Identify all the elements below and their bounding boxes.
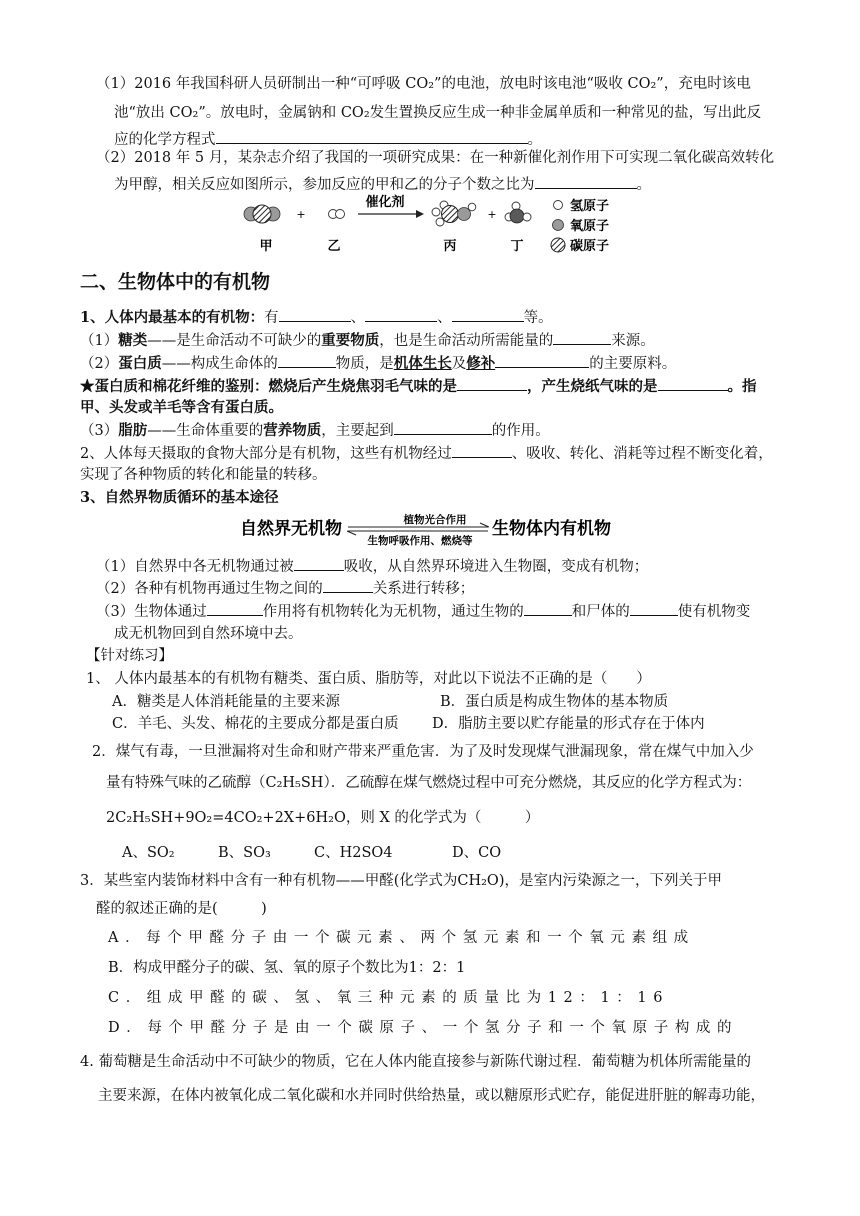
text: 有 bbox=[264, 310, 279, 326]
practice-q2-line1 bbox=[92, 742, 754, 762]
text: D、CO bbox=[452, 845, 502, 861]
text: C．组成甲醛的碳、氢、氧三种元素的质量比为12：1：16 bbox=[108, 990, 670, 1006]
text: 的主要原料。 bbox=[589, 356, 677, 372]
text: 的作用。 bbox=[491, 423, 550, 439]
text: 主要来源，在体内被氧化成二氧化碳和水并同时供给热量，或以糖原形式贮存，能促进肝脏的解毒功能， bbox=[98, 1088, 765, 1104]
text: 糖类 bbox=[118, 332, 148, 349]
section2-p4b bbox=[80, 398, 283, 418]
text: 作用将有机物转化为无机物，通过生物的 bbox=[262, 604, 524, 620]
label-bing: 丙 bbox=[443, 239, 457, 254]
section2-p2 bbox=[80, 330, 655, 351]
text: 3．某些室内装饰材料中含有一种有机物——甲醛(化学式为CH₂O)，是室内污染源之一，下列关于甲 bbox=[80, 873, 722, 889]
practice-q1-option-a[interactable] bbox=[112, 692, 340, 712]
section2-p6a bbox=[80, 443, 773, 464]
text: ，主要起到 bbox=[321, 423, 394, 439]
cycle-bottom-label: 生物呼吸作用、燃烧等 bbox=[367, 535, 473, 547]
answer-blank[interactable] bbox=[658, 376, 728, 391]
carbon-atom-icon bbox=[551, 238, 565, 252]
practice-q2-option-d[interactable] bbox=[452, 843, 501, 863]
intro-q1-line2 bbox=[114, 103, 761, 123]
text: 重要物质 bbox=[321, 332, 380, 349]
text: B．蛋白质是构成生物体的基本物质 bbox=[440, 694, 669, 710]
practice-q1-option-d[interactable] bbox=[432, 714, 705, 734]
practice-q4-line1 bbox=[80, 1052, 751, 1072]
molecule-ding-icon bbox=[505, 202, 531, 223]
text: 【针对练习】 bbox=[86, 648, 173, 664]
section2-p6b bbox=[80, 465, 327, 485]
text: 2．煤气有毒，一旦泄漏将对生命和财产带来严重危害．为了及时发现煤气泄漏现象，常在煤气中加入少 bbox=[92, 744, 754, 760]
reaction-diagram bbox=[238, 192, 648, 258]
legend-oxygen: 氧原子 bbox=[570, 219, 610, 234]
practice-q2-option-b[interactable] bbox=[218, 843, 271, 863]
text: 修补 bbox=[466, 355, 496, 372]
answer-blank[interactable] bbox=[279, 307, 351, 322]
text: （2） bbox=[80, 356, 119, 372]
practice-q1-stem bbox=[86, 669, 651, 689]
text: B．构成甲醛分子的碳、氢、氧的原子个数比为1：2：1 bbox=[108, 960, 466, 976]
text: 。 bbox=[527, 132, 542, 148]
text: 、吸收、转化、消耗等过程不断变化着， bbox=[511, 446, 773, 462]
answer-blank[interactable] bbox=[535, 174, 637, 189]
practice-q3-line1 bbox=[80, 871, 722, 891]
text: 4. 葡萄糖是生命活动中不可缺少的物质，它在人体内能直接参与新陈代谢过程．葡萄糖为机体所需能量的 bbox=[80, 1054, 751, 1070]
text: ，也是生命活动所需能量的 bbox=[379, 333, 554, 349]
text: 吸收，从自然界环境进入生物圈，变成有机物； bbox=[343, 559, 649, 575]
text: 和尸体的 bbox=[571, 604, 630, 620]
text: 。指 bbox=[727, 378, 757, 395]
legend-carbon: 碳原子 bbox=[570, 239, 610, 254]
label-yi: 乙 bbox=[327, 239, 341, 254]
practice-q3-option-b[interactable] bbox=[108, 958, 465, 978]
answer-blank[interactable] bbox=[216, 129, 528, 144]
text: A．每个甲醛分子由一个碳元素、两个氢元素和一个氧元素组成 bbox=[108, 930, 695, 946]
practice-q4-line2 bbox=[98, 1086, 765, 1106]
text: 脂肪 bbox=[118, 422, 148, 439]
answer-blank[interactable] bbox=[365, 307, 437, 322]
answer-blank[interactable] bbox=[323, 578, 373, 593]
answer-blank[interactable] bbox=[452, 307, 524, 322]
text: 二、生物体中的有机物 bbox=[80, 271, 271, 293]
text: 等。 bbox=[523, 310, 553, 326]
practice-q3-option-a[interactable] bbox=[108, 928, 695, 948]
answer-blank[interactable] bbox=[495, 353, 589, 368]
text: 应的化学方程式 bbox=[114, 132, 216, 148]
practice-q1-option-c[interactable] bbox=[112, 714, 399, 734]
text: 量有特殊气味的乙硫醇（C₂H₅SH）．乙硫醇在煤气燃烧过程中可充分燃烧，其反应的化学方程式为： bbox=[106, 775, 752, 791]
text: 实现了各种物质的转化和能量的转移。 bbox=[80, 467, 327, 483]
text: A、SO₂ bbox=[122, 845, 175, 861]
practice-q3-option-d[interactable] bbox=[108, 1018, 738, 1038]
answer-blank[interactable] bbox=[630, 601, 678, 616]
text: 甲、头发或羊毛等含有蛋白质。 bbox=[80, 399, 283, 416]
intro-q1-line3 bbox=[114, 129, 542, 150]
answer-blank[interactable] bbox=[457, 376, 527, 391]
section2-p7 bbox=[80, 488, 279, 508]
practice-q2-option-c[interactable] bbox=[314, 843, 393, 863]
text: （2）2018 年 5 月，某杂志介绍了我国的一项研究成果：在一种新催化剂作用下可实现二氧化碳高效转化 bbox=[96, 150, 775, 166]
text: 蛋白质 bbox=[118, 355, 162, 372]
text: 3、自然界物质循环的基本途径 bbox=[80, 489, 279, 506]
text: 1、人体内最基本的有机物： bbox=[80, 309, 265, 326]
cycle-right: 生物体内有机物 bbox=[492, 519, 611, 539]
text: （1） bbox=[80, 333, 119, 349]
legend-hydrogen: 氢原子 bbox=[570, 199, 610, 214]
text: 、 bbox=[350, 310, 366, 326]
plus-sign: + bbox=[487, 208, 497, 221]
text: 机体生长 bbox=[393, 355, 452, 372]
plus-sign: + bbox=[296, 208, 306, 221]
section2-p5 bbox=[80, 420, 550, 441]
legend bbox=[551, 198, 609, 254]
text: 关系进行转移； bbox=[372, 581, 475, 597]
practice-q3-line2 bbox=[96, 899, 267, 919]
text: （1）2016 年我国科研人员研制出一种“可呼吸 CO₂”的电池，放电时该电池“吸收 CO₂”，充电时该电 bbox=[96, 76, 751, 92]
section2-p3 bbox=[80, 353, 676, 374]
text: 、 bbox=[437, 310, 452, 326]
practice-q2-line3 bbox=[106, 808, 539, 828]
text: （1）自然界中各无机物通过被 bbox=[96, 559, 294, 575]
text: ★蛋白质和棉花纤维的鉴别：燃烧后产生烧焦羽毛气味的是 bbox=[80, 378, 457, 395]
answer-blank[interactable] bbox=[553, 330, 611, 345]
text: 及 bbox=[451, 356, 467, 372]
answer-blank[interactable] bbox=[394, 420, 492, 435]
cycle-item-3a bbox=[96, 601, 750, 622]
molecule-jia-icon bbox=[244, 205, 280, 223]
cycle-item-3b bbox=[114, 624, 303, 644]
text: D．脂肪主要以贮存能量的形式存在于体内 bbox=[432, 716, 705, 732]
matter-cycle-diagram bbox=[240, 508, 620, 548]
answer-blank[interactable] bbox=[524, 601, 572, 616]
answer-blank[interactable] bbox=[207, 601, 263, 616]
label-ding: 丁 bbox=[510, 239, 524, 254]
text: （3）生物体通过 bbox=[96, 604, 207, 620]
cycle-top-label: 植物光合作用 bbox=[403, 514, 467, 526]
practice-q2-option-a[interactable] bbox=[122, 843, 175, 863]
text: B、SO₃ bbox=[218, 845, 271, 861]
cycle-item-2 bbox=[96, 578, 474, 599]
section2-p1 bbox=[80, 307, 553, 328]
oxygen-atom-icon bbox=[553, 220, 564, 231]
answer-blank[interactable] bbox=[278, 353, 336, 368]
text: C、H2SO4 bbox=[314, 845, 393, 861]
text: 池“放出 CO₂”。放电时，金属钠和 CO₂发生置换反应生成一种非金属单质和一种常见的盐，写出此反 bbox=[114, 105, 762, 121]
text: 成无机物回到自然环境中去。 bbox=[114, 626, 303, 642]
practice-q2-line2 bbox=[106, 773, 751, 793]
text: （2）各种有机物再通过生物之间的 bbox=[96, 581, 323, 597]
text: ——生命体重要的 bbox=[147, 423, 264, 439]
text: ——是生命活动不可缺少的 bbox=[147, 333, 322, 349]
text: A．糖类是人体消耗能量的主要来源 bbox=[112, 694, 340, 710]
answer-blank[interactable] bbox=[294, 556, 344, 571]
text: 物质，是 bbox=[335, 356, 394, 372]
text: C．羊毛、头发、棉花的主要成分都是蛋白质 bbox=[112, 716, 399, 732]
text: 醛的叙述正确的是( ) bbox=[96, 901, 267, 917]
text: 1、 人体内最基本的有机物有糖类、蛋白质、脂肪等，对此以下说法不正确的是（ ） bbox=[86, 671, 651, 687]
text: ，产生烧纸气味的是 bbox=[527, 378, 658, 395]
text: （3） bbox=[80, 423, 119, 439]
text: ——构成生命体的 bbox=[161, 356, 278, 372]
hydrogen-atom-icon bbox=[554, 201, 563, 210]
text: D．每个甲醛分子是由一个碳原子、一个氢分子和一个氧原子构成的 bbox=[108, 1020, 739, 1036]
text: 营养物质 bbox=[263, 422, 322, 439]
text: 。 bbox=[636, 177, 651, 193]
intro-q1-line1 bbox=[96, 74, 751, 94]
practice-q3-option-c[interactable] bbox=[108, 988, 669, 1008]
practice-q1-option-b[interactable] bbox=[440, 692, 668, 712]
practice-title bbox=[86, 646, 173, 666]
intro-q2-line1 bbox=[96, 148, 774, 168]
section-heading bbox=[80, 272, 270, 292]
cycle-item-1 bbox=[96, 556, 648, 577]
cycle-left: 自然界无机物 bbox=[240, 519, 342, 539]
answer-blank[interactable] bbox=[452, 443, 512, 458]
section2-p4a bbox=[80, 376, 757, 397]
catalyst-label: 催化剂 bbox=[365, 195, 405, 210]
text: 2、人体每天摄取的食物大部分是有机物，这些有机物经过 bbox=[80, 446, 452, 462]
text: 来源。 bbox=[611, 333, 655, 349]
text: 2C₂H₅SH+9O₂=4CO₂+2X+6H₂O，则 X 的化学式为（ ） bbox=[106, 810, 540, 826]
label-jia: 甲 bbox=[259, 239, 273, 254]
molecule-yi-icon bbox=[329, 210, 345, 219]
text: 为甲醇，相关反应如图所示，参加反应的甲和乙的分子个数之比为 bbox=[114, 177, 535, 193]
text: 使有机物变 bbox=[677, 604, 751, 620]
molecule-bing-icon bbox=[432, 201, 476, 226]
